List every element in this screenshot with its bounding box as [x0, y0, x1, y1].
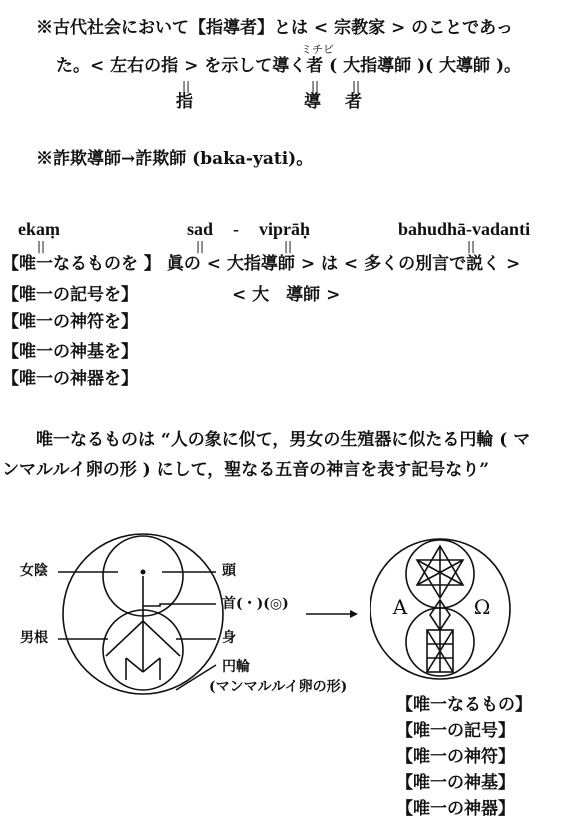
eq-mark: || [352, 79, 361, 93]
right-list-item: 【唯一の記号】 [396, 721, 515, 741]
label-jomei: 女陰 [20, 563, 48, 579]
right-list-item: 【唯一の神基】 [396, 773, 515, 793]
sanskrit-alt: < 大 導師 > [232, 285, 341, 305]
eq-mark: || [37, 239, 46, 253]
sanskrit-list-item: 【唯一の神基を】 [2, 342, 138, 362]
note1-ruby: ミチビ [301, 43, 334, 56]
sanskrit-list-item: 【唯一の神符を】 [2, 312, 138, 332]
label-egg-shape: (マンマルルイ卵の形) [209, 679, 348, 695]
paragraph-line2: ンマルルイ卵の形 ) にして，聖なる五音の神言を表す記号なり” [2, 460, 490, 480]
eq-word-dou: 導 [304, 92, 321, 112]
right-list-item: 【唯一の神器】 [396, 799, 515, 819]
leg-left [126, 658, 143, 672]
eq-mark: || [467, 239, 476, 253]
label-mi: 身 [222, 630, 236, 646]
sanskrit-list-item: 【唯一の神器を】 [2, 369, 138, 389]
arrow-head [350, 610, 358, 618]
right-list-item: 【唯一の神符】 [396, 747, 515, 767]
eq-mark: || [311, 79, 320, 93]
note1-line2: た。< 左右の指 > を示して導く者 ( 大指導師 )( 大導師 )。 [56, 56, 522, 76]
label-atama: 頭 [222, 563, 236, 579]
egg-diagram-right [370, 520, 581, 695]
sanskrit-list-item: 【唯一の記号を】 [2, 285, 138, 305]
sanskrit-word-ekam: ekaṃ [18, 219, 60, 239]
omega-letter: Ω [473, 595, 491, 619]
label-enrin: 円輪 [222, 659, 250, 675]
note1-line1: ※古代社会において【指導者】とは < 宗教家 > のことであっ [36, 18, 513, 38]
label-dankon: 男根 [20, 630, 48, 646]
eq-mark: || [182, 79, 191, 93]
right-list-item: 【唯一なるもの】 [396, 695, 532, 715]
eq-word-sha: 者 [345, 92, 362, 112]
sanskrit-word-viprah: viprāḥ [259, 219, 311, 239]
label-kubi: 首(・)(◎) [222, 596, 289, 612]
sanskrit-dash: - [233, 219, 239, 239]
eq-mark: || [284, 239, 293, 253]
sanskrit-gloss-line: 【唯一なるものを 】 眞の < 大指導師 > は < 多くの別言で説く > [2, 254, 521, 274]
sanskrit-word-bahudha-vadanti: bahudhā-vadanti [398, 219, 531, 239]
eq-mark: || [196, 239, 205, 253]
note2-text: ※詐欺導師→詐欺師 (baka-yati)。 [36, 149, 314, 169]
eq-word-shi: 指 [176, 92, 193, 112]
leg-right [143, 658, 160, 672]
paragraph-line1: 唯一なるものは “人の象に似て，男女の生殖器に似たる円輪 ( マ [36, 430, 531, 450]
alpha-letter: A [392, 595, 408, 619]
sanskrit-word-sad: sad [187, 219, 214, 239]
